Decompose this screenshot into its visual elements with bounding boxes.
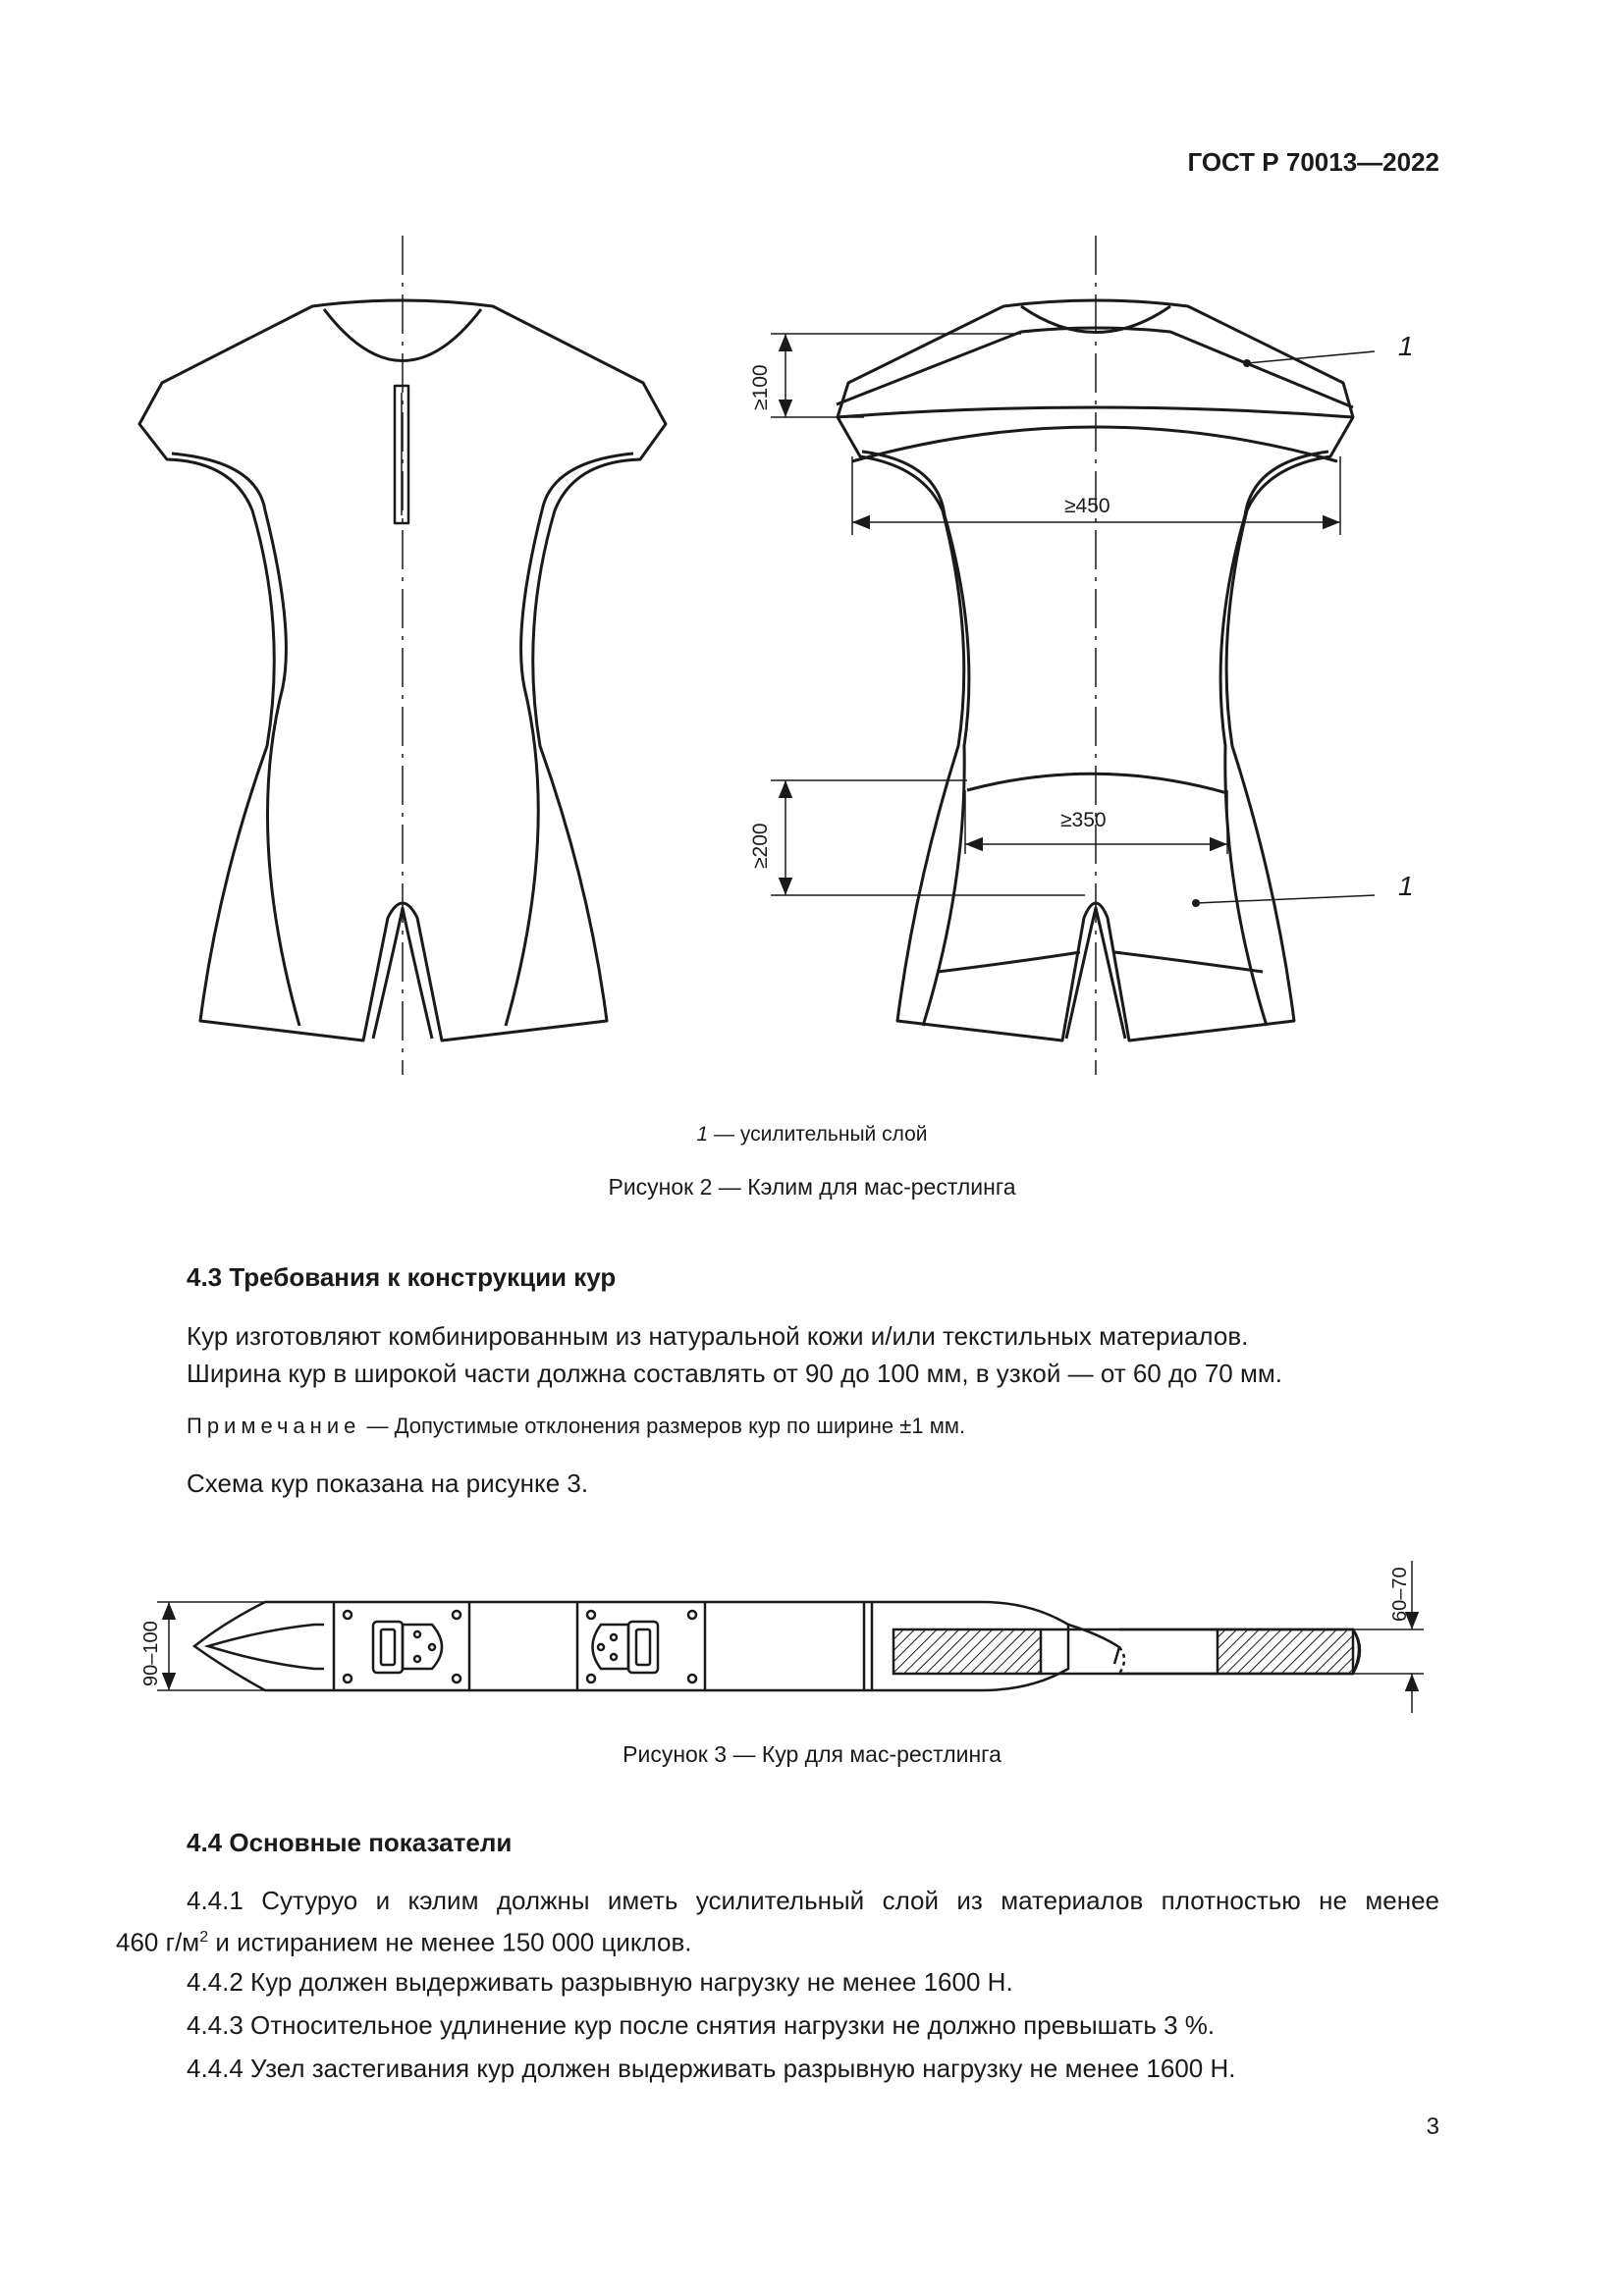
figure-3-caption: Рисунок 3 — Кур для мас-рестлинга [623,1741,1001,1767]
dim-bottom-height: ≥200 [749,823,772,869]
dim-chest-width: ≥450 [1064,495,1110,517]
paragraph-4-4-4: 4.4.4 Узел застегивания кур должен выдерживать разрывную нагрузку не менее 1600 Н. [187,2054,1236,2083]
density-exponent: 2 [199,1929,209,1946]
dim-wide-part: 90–100 [140,1621,162,1686]
note-text: — Допустимые отклонения размеров кур по ширине ±1 мм. [360,1414,966,1438]
section-4-3-line-1: Кур изготовляют комбинированным из натуральной кожи и/или текстильных материалов. [187,1321,1249,1351]
density-value: 460 г/м [116,1927,200,1957]
callout-label-lower: 1 [1398,871,1414,901]
document-code: ГОСТ Р 70013—2022 [1187,147,1439,177]
hatched-band-2 [1218,1629,1353,1674]
section-4-4-heading: 4.4 Основные показатели [187,1828,513,1857]
paragraph-4-4-2: 4.4.2 Кур должен выдерживать разрывную нагрузку не менее 1600 Н. [187,1967,1013,1997]
section-4-3-line-3: Схема кур показана на рисунке 3. [187,1468,589,1498]
dim-narrow-part: 60–70 [1389,1567,1411,1622]
dim-top-height: ≥100 [749,364,772,410]
legend-number: 1 [696,1123,709,1146]
note-label: Примечание [187,1414,361,1438]
abrasion-text: и истиранием не менее 150 000 циклов. [208,1927,692,1957]
paragraph-4-4-3: 4.4.3 Относительное удлинение кур после снятия нагрузки не должно превышать 3 %. [187,2010,1216,2040]
hatched-band-1 [893,1629,1041,1674]
callout-label-upper: 1 [1398,331,1414,361]
section-4-3-heading: 4.3 Требования к конструкции кур [187,1262,617,1292]
page-number: 3 [1426,2113,1439,2140]
dim-hip-width: ≥350 [1060,809,1107,831]
section-4-3-line-2: Ширина кур в широкой части должна составлять от 90 до 100 мм, в узкой — от 60 до 70 мм. [187,1359,1282,1388]
figure-2-caption: Рисунок 2 — Кэлим для мас-рестлинга [608,1174,1016,1200]
legend-text: — усилительный слой [708,1123,928,1146]
paragraph-4-4-1-line-2 [116,1919,1439,1961]
paragraph-4-4-1-line-1: 4.4.1 Сутуруо и кэлим должны иметь усилительный слой из материалов плотностью не менее [187,1886,1439,1915]
